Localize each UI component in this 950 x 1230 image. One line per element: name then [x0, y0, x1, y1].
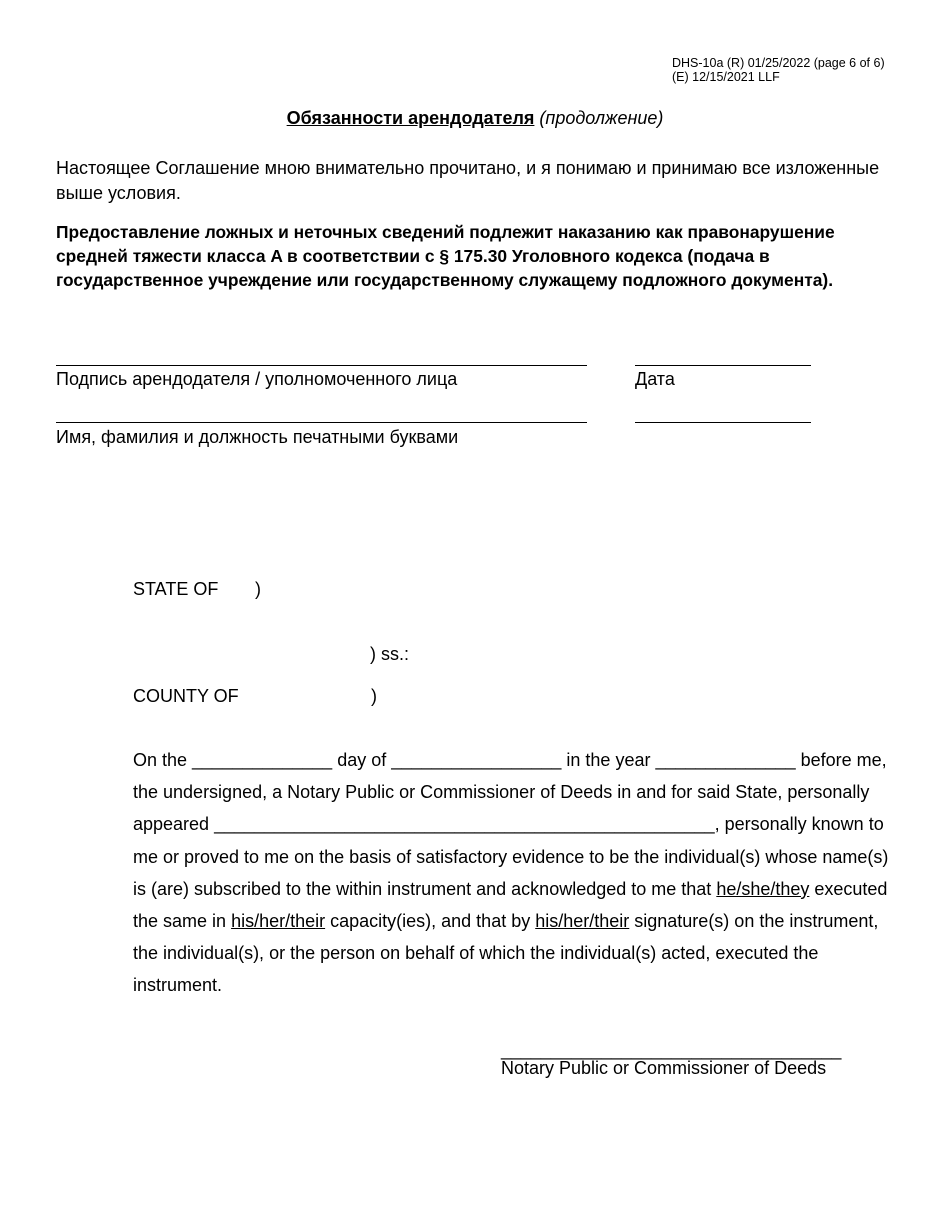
county-paren: )	[371, 686, 377, 706]
signature-label: Подпись арендодателя / уполномоченного лица	[56, 369, 458, 389]
date-line[interactable]	[635, 365, 811, 366]
state-of-label: STATE OF	[133, 579, 219, 599]
form-id-line-1: DHS-10a (R) 01/25/2022 (page 6 of 6)	[672, 56, 885, 70]
printed-name-label: Имя, фамилия и должность печатными буквами	[56, 427, 459, 447]
ack-text-1: On the ______________ day of _________________ in the year ______________ before me, the undersigned, a Notary Public or Commissioner of Deeds in and for said State, personally appeared __________________________________________________, personally known to me or proved to me on the basis of satisfactory evidence to be the individual(s) whose name(s) is (are) subscribed to the within instrument and acknowledged to me that	[133, 750, 889, 899]
date-label: Дата	[635, 369, 675, 389]
form-identifier	[672, 56, 885, 84]
ack-text-4: signature(s) on the instrument, the individual(s), or the person on behalf of which the individual(s) acted, executed the instrument.	[133, 911, 879, 996]
ack-text-3: capacity(ies), and that by	[325, 911, 536, 932]
agreement-statement: Настоящее Соглашение мною внимательно прочитано, и я понимаю и принимаю все изложенные выше условия.	[56, 158, 880, 203]
section-heading: Обязанности арендодателя	[286, 108, 535, 128]
ack-pronoun-1: he/she/they	[716, 878, 810, 899]
notary-acknowledgment	[133, 744, 903, 1002]
form-id-line-2: (E) 12/15/2021 LLF	[672, 70, 780, 84]
notary-signature-line[interactable]: __________________________________	[501, 1040, 842, 1060]
notary-signature-label: Notary Public or Commissioner of Deeds	[501, 1058, 827, 1078]
page-title	[0, 108, 950, 129]
ack-text-2: executed the same in	[133, 878, 888, 932]
second-date-line[interactable]	[635, 422, 811, 423]
section-continuation: (продолжение)	[539, 108, 664, 128]
ack-pronoun-2: his/her/their	[231, 911, 326, 932]
printed-name-line[interactable]	[56, 422, 587, 423]
ack-pronoun-3: his/her/their	[535, 911, 630, 932]
ss-label: ) ss.:	[370, 644, 409, 664]
county-of-label: COUNTY OF	[133, 686, 239, 706]
penalty-warning: Предоставление ложных и неточных сведений подлежит наказанию как правонарушение средней тяжести класса A в соответствии с § 175.30 Уголовного кодекса (подача в государственное учреждение или государственному служащему подложного документа).	[56, 222, 835, 290]
signature-line[interactable]	[56, 365, 587, 366]
state-paren: )	[255, 579, 261, 599]
